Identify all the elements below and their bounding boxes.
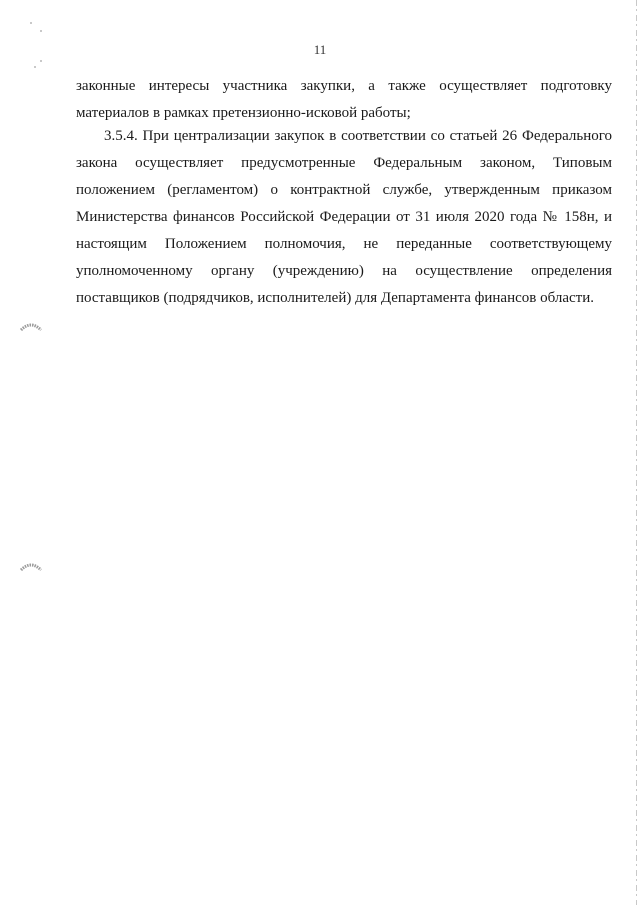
binder-hole-mark [20, 562, 42, 571]
paragraph-line: законные интересы участника закупки, а также осуществляет подготовку [76, 78, 612, 94]
binder-hole-mark [20, 322, 42, 331]
page-number: 11 [313, 42, 327, 57]
paragraph-line: положением (регламентом) о контрактной службе, утвержденным приказом [76, 182, 612, 198]
paragraph-1 [76, 73, 612, 127]
scan-speck [40, 60, 42, 62]
scan-speck [34, 66, 36, 68]
scan-edge [635, 0, 638, 905]
paragraph-line: Министерства финансов Российской Федерации от 31 июля 2020 года № 158н, и [76, 209, 612, 225]
paragraph-line: материалов в рамках претензионно-исковой работы; [76, 105, 411, 121]
scan-speck [30, 22, 32, 24]
scan-speck [40, 30, 42, 32]
paragraph-line: поставщиков (подрядчиков, исполнителей) для Департамента финансов области. [76, 290, 594, 306]
paragraph-line: настоящим Положением полномочия, не переданные соответствующему [76, 236, 612, 252]
paragraph-line: уполномоченному органу (учреждению) на осуществление определения [76, 263, 612, 279]
paragraph-line: 3.5.4. При централизации закупок в соответствии со статьей 26 Федерального [104, 128, 612, 144]
paragraph-line: закона осуществляет предусмотренные Федеральным законом, Типовым [76, 155, 612, 171]
paragraph-2 [76, 123, 612, 312]
